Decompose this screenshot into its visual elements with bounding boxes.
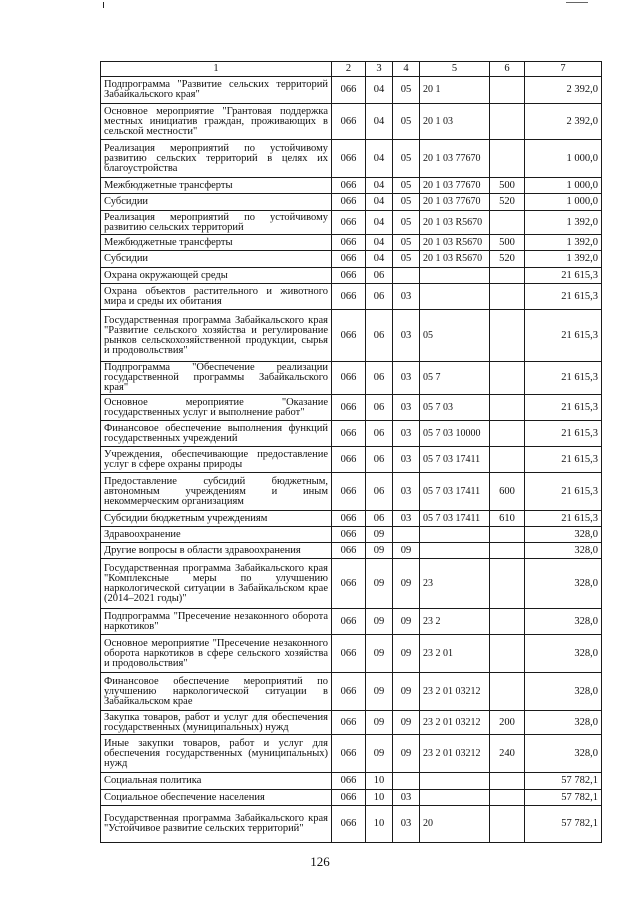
row-subsection-code: 09 xyxy=(393,609,420,635)
table-row xyxy=(101,77,602,104)
row-amount: 1 000,0 xyxy=(525,140,602,178)
header-col-name: 1 xyxy=(101,62,332,77)
row-amount: 328,0 xyxy=(525,673,602,711)
row-subsection-code: 03 xyxy=(393,362,420,395)
row-grbs-code: 066 xyxy=(332,140,366,178)
table-row xyxy=(101,635,602,673)
row-name: Учреждения, обеспечивающие предоставление услуг в сфере охраны природы xyxy=(101,447,332,473)
row-grbs-code: 066 xyxy=(332,421,366,447)
table-row xyxy=(101,178,602,194)
row-subsection-code: 03 xyxy=(393,447,420,473)
row-amount: 57 782,1 xyxy=(525,806,602,843)
row-grbs-code: 066 xyxy=(332,310,366,362)
row-section-code: 10 xyxy=(366,773,393,790)
row-grbs-code: 066 xyxy=(332,543,366,559)
table-row xyxy=(101,251,602,268)
row-subsection-code: 05 xyxy=(393,251,420,268)
row-amount: 21 615,3 xyxy=(525,310,602,362)
row-section-code: 06 xyxy=(366,268,393,284)
row-section-code: 06 xyxy=(366,473,393,511)
row-section-code: 04 xyxy=(366,178,393,194)
row-section-code: 06 xyxy=(366,447,393,473)
row-target-article: 05 7 03 10000 xyxy=(420,421,490,447)
row-subsection-code: 05 xyxy=(393,194,420,211)
table-row xyxy=(101,235,602,251)
row-name: Государственная программа Забайкальского края "Развитие сельского хозяйства и регулирование рынков сельскохозяйственной продукции, сырья и продовольствия" xyxy=(101,310,332,362)
budget-table xyxy=(100,61,602,843)
header-col-section: 3 xyxy=(366,62,393,77)
row-name: Охрана объектов растительного и животного мира и среды их обитания xyxy=(101,284,332,310)
row-expense-type xyxy=(490,673,525,711)
row-subsection-code: 09 xyxy=(393,559,420,609)
row-name: Другие вопросы в области здравоохранения xyxy=(101,543,332,559)
row-target-article: 23 2 xyxy=(420,609,490,635)
row-section-code: 09 xyxy=(366,559,393,609)
row-subsection-code: 09 xyxy=(393,735,420,773)
row-expense-type xyxy=(490,773,525,790)
row-target-article xyxy=(420,268,490,284)
row-grbs-code: 066 xyxy=(332,673,366,711)
row-name: Подпрограмма "Обеспечение реализации государственной программы Забайкальского края" xyxy=(101,362,332,395)
row-name: Подпрограмма "Развитие сельских территорий Забайкальского края" xyxy=(101,77,332,104)
row-amount: 1 392,0 xyxy=(525,235,602,251)
row-grbs-code: 066 xyxy=(332,284,366,310)
row-subsection-code: 03 xyxy=(393,511,420,527)
table-row xyxy=(101,211,602,235)
row-subsection-code: 03 xyxy=(393,284,420,310)
row-target-article: 05 7 03 17411 xyxy=(420,447,490,473)
row-grbs-code: 066 xyxy=(332,447,366,473)
row-expense-type xyxy=(490,421,525,447)
row-amount: 328,0 xyxy=(525,735,602,773)
row-subsection-code: 05 xyxy=(393,178,420,194)
row-subsection-code: 05 xyxy=(393,235,420,251)
table-row xyxy=(101,104,602,140)
row-target-article: 20 1 03 77670 xyxy=(420,178,490,194)
row-name: Охрана окружающей среды xyxy=(101,268,332,284)
row-name: Субсидии xyxy=(101,194,332,211)
row-grbs-code: 066 xyxy=(332,362,366,395)
row-section-code: 10 xyxy=(366,806,393,843)
table-row xyxy=(101,447,602,473)
row-expense-type xyxy=(490,395,525,421)
row-grbs-code: 066 xyxy=(332,251,366,268)
row-target-article: 20 1 03 77670 xyxy=(420,140,490,178)
row-grbs-code: 066 xyxy=(332,711,366,735)
table-body xyxy=(101,77,602,843)
row-expense-type xyxy=(490,559,525,609)
row-amount: 328,0 xyxy=(525,527,602,543)
row-name: Финансовое обеспечение мероприятий по улучшению наркологической ситуации в Забайкальском крае xyxy=(101,673,332,711)
row-amount: 328,0 xyxy=(525,609,602,635)
row-name: Субсидии xyxy=(101,251,332,268)
row-expense-type xyxy=(490,77,525,104)
row-target-article xyxy=(420,773,490,790)
row-section-code: 04 xyxy=(366,251,393,268)
row-amount: 1 000,0 xyxy=(525,178,602,194)
table-row xyxy=(101,543,602,559)
row-expense-type: 610 xyxy=(490,511,525,527)
row-amount: 21 615,3 xyxy=(525,268,602,284)
row-section-code: 09 xyxy=(366,543,393,559)
row-expense-type xyxy=(490,447,525,473)
row-section-code: 06 xyxy=(366,310,393,362)
row-expense-type: 240 xyxy=(490,735,525,773)
row-grbs-code: 066 xyxy=(332,194,366,211)
row-expense-type xyxy=(490,310,525,362)
row-target-article: 20 1 03 R5670 xyxy=(420,211,490,235)
table-row xyxy=(101,527,602,543)
row-expense-type: 500 xyxy=(490,178,525,194)
row-target-article: 20 1 03 R5670 xyxy=(420,235,490,251)
page-number: 126 xyxy=(310,854,330,869)
scan-artifact xyxy=(566,2,588,3)
table-row xyxy=(101,711,602,735)
row-amount: 328,0 xyxy=(525,559,602,609)
row-amount: 21 615,3 xyxy=(525,447,602,473)
row-name: Основное мероприятие "Грантовая поддержка местных инициатив граждан, проживающих в сельской местности" xyxy=(101,104,332,140)
row-subsection-code: 09 xyxy=(393,673,420,711)
row-name: Основное мероприятие "Пресечение незаконного оборота наркотиков в сфере сельского хозяйства и продовольствия" xyxy=(101,635,332,673)
row-target-article: 23 2 01 03212 xyxy=(420,711,490,735)
row-grbs-code: 066 xyxy=(332,77,366,104)
row-section-code: 06 xyxy=(366,421,393,447)
row-name: Финансовое обеспечение выполнения функций государственных учреждений xyxy=(101,421,332,447)
row-section-code: 04 xyxy=(366,104,393,140)
row-section-code: 06 xyxy=(366,511,393,527)
row-target-article: 20 xyxy=(420,806,490,843)
table-row xyxy=(101,773,602,790)
table-header xyxy=(101,62,602,77)
row-amount: 21 615,3 xyxy=(525,362,602,395)
row-subsection-code: 09 xyxy=(393,635,420,673)
row-grbs-code: 066 xyxy=(332,104,366,140)
row-grbs-code: 066 xyxy=(332,395,366,421)
table-row xyxy=(101,559,602,609)
row-amount: 1 392,0 xyxy=(525,251,602,268)
table-row xyxy=(101,194,602,211)
row-section-code: 10 xyxy=(366,790,393,806)
row-name: Социальная политика xyxy=(101,773,332,790)
row-grbs-code: 066 xyxy=(332,559,366,609)
row-subsection-code: 05 xyxy=(393,77,420,104)
row-name: Государственная программа Забайкальского края "Устойчивое развитие сельских территорий" xyxy=(101,806,332,843)
row-section-code: 09 xyxy=(366,711,393,735)
row-subsection-code: 03 xyxy=(393,310,420,362)
row-subsection-code: 05 xyxy=(393,104,420,140)
row-amount: 1 000,0 xyxy=(525,194,602,211)
row-section-code: 04 xyxy=(366,140,393,178)
row-amount: 21 615,3 xyxy=(525,395,602,421)
row-name: Межбюджетные трансферты xyxy=(101,235,332,251)
row-name: Предоставление субсидий бюджетным, автономным учреждениям и иным некоммерческим организациям xyxy=(101,473,332,511)
row-grbs-code: 066 xyxy=(332,609,366,635)
row-name: Субсидии бюджетным учреждениям xyxy=(101,511,332,527)
row-name: Реализация мероприятий по устойчивому развитию сельских территорий в целях их благоустройства xyxy=(101,140,332,178)
row-expense-type xyxy=(490,635,525,673)
row-expense-type: 600 xyxy=(490,473,525,511)
row-expense-type xyxy=(490,268,525,284)
row-section-code: 09 xyxy=(366,609,393,635)
row-amount: 328,0 xyxy=(525,635,602,673)
row-grbs-code: 066 xyxy=(332,806,366,843)
table-row xyxy=(101,268,602,284)
row-target-article: 05 7 03 17411 xyxy=(420,473,490,511)
header-col-target-article: 5 xyxy=(420,62,490,77)
header-col-amount: 7 xyxy=(525,62,602,77)
row-grbs-code: 066 xyxy=(332,527,366,543)
row-subsection-code: 03 xyxy=(393,421,420,447)
row-target-article xyxy=(420,284,490,310)
row-expense-type: 200 xyxy=(490,711,525,735)
row-expense-type xyxy=(490,104,525,140)
row-subsection-code: 03 xyxy=(393,473,420,511)
row-section-code: 04 xyxy=(366,194,393,211)
row-name: Государственная программа Забайкальского края "Комплексные меры по улучшению наркологической ситуации в Забайкальском крае (2014–2021 годы)" xyxy=(101,559,332,609)
row-amount: 21 615,3 xyxy=(525,284,602,310)
row-section-code: 04 xyxy=(366,77,393,104)
row-grbs-code: 066 xyxy=(332,211,366,235)
row-subsection-code: 03 xyxy=(393,806,420,843)
table-row xyxy=(101,806,602,843)
row-amount: 57 782,1 xyxy=(525,773,602,790)
row-amount: 1 392,0 xyxy=(525,211,602,235)
row-grbs-code: 066 xyxy=(332,473,366,511)
table-row xyxy=(101,673,602,711)
row-target-article: 05 7 xyxy=(420,362,490,395)
row-grbs-code: 066 xyxy=(332,735,366,773)
table-row xyxy=(101,790,602,806)
row-expense-type xyxy=(490,527,525,543)
row-name: Иные закупки товаров, работ и услуг для обеспечения государственных (муниципальных) нужд xyxy=(101,735,332,773)
row-amount: 328,0 xyxy=(525,711,602,735)
row-target-article: 23 2 01 03212 xyxy=(420,673,490,711)
row-section-code: 06 xyxy=(366,284,393,310)
header-col-expense-type: 6 xyxy=(490,62,525,77)
row-subsection-code xyxy=(393,773,420,790)
table-row xyxy=(101,140,602,178)
row-grbs-code: 066 xyxy=(332,178,366,194)
row-section-code: 06 xyxy=(366,362,393,395)
row-expense-type xyxy=(490,609,525,635)
row-subsection-code: 09 xyxy=(393,711,420,735)
table-row xyxy=(101,735,602,773)
row-section-code: 09 xyxy=(366,735,393,773)
row-target-article: 05 xyxy=(420,310,490,362)
scan-artifact xyxy=(103,2,104,8)
table-row xyxy=(101,284,602,310)
row-section-code: 09 xyxy=(366,527,393,543)
row-grbs-code: 066 xyxy=(332,511,366,527)
row-name: Межбюджетные трансферты xyxy=(101,178,332,194)
row-amount: 2 392,0 xyxy=(525,104,602,140)
row-target-article: 20 1 xyxy=(420,77,490,104)
row-grbs-code: 066 xyxy=(332,790,366,806)
row-target-article: 23 2 01 xyxy=(420,635,490,673)
row-amount: 328,0 xyxy=(525,543,602,559)
row-grbs-code: 066 xyxy=(332,635,366,673)
row-target-article: 23 2 01 03212 xyxy=(420,735,490,773)
row-expense-type xyxy=(490,140,525,178)
row-target-article: 23 xyxy=(420,559,490,609)
row-expense-type xyxy=(490,362,525,395)
row-subsection-code: 05 xyxy=(393,140,420,178)
row-name: Здравоохранение xyxy=(101,527,332,543)
row-section-code: 09 xyxy=(366,635,393,673)
row-amount: 21 615,3 xyxy=(525,421,602,447)
header-row xyxy=(101,62,602,77)
row-expense-type xyxy=(490,790,525,806)
row-target-article: 05 7 03 17411 xyxy=(420,511,490,527)
row-grbs-code: 066 xyxy=(332,773,366,790)
header-col-grbs: 2 xyxy=(332,62,366,77)
row-expense-type xyxy=(490,543,525,559)
row-section-code: 06 xyxy=(366,395,393,421)
row-grbs-code: 066 xyxy=(332,235,366,251)
row-target-article: 20 1 03 77670 xyxy=(420,194,490,211)
row-section-code: 04 xyxy=(366,235,393,251)
row-expense-type xyxy=(490,806,525,843)
row-target-article: 20 1 03 xyxy=(420,104,490,140)
row-amount: 21 615,3 xyxy=(525,511,602,527)
table-row xyxy=(101,511,602,527)
row-name: Подпрограмма "Пресечение незаконного оборота наркотиков" xyxy=(101,609,332,635)
row-expense-type xyxy=(490,211,525,235)
row-expense-type: 520 xyxy=(490,251,525,268)
row-target-article: 20 1 03 R5670 xyxy=(420,251,490,268)
row-expense-type: 520 xyxy=(490,194,525,211)
row-subsection-code: 03 xyxy=(393,395,420,421)
row-section-code: 09 xyxy=(366,673,393,711)
row-target-article xyxy=(420,543,490,559)
row-amount: 21 615,3 xyxy=(525,473,602,511)
row-subsection-code xyxy=(393,527,420,543)
table-row xyxy=(101,421,602,447)
row-amount: 2 392,0 xyxy=(525,77,602,104)
row-amount: 57 782,1 xyxy=(525,790,602,806)
header-col-subsection: 4 xyxy=(393,62,420,77)
row-target-article: 05 7 03 xyxy=(420,395,490,421)
table-row xyxy=(101,609,602,635)
row-name: Закупка товаров, работ и услуг для обеспечения государственных (муниципальных) нужд xyxy=(101,711,332,735)
row-expense-type: 500 xyxy=(490,235,525,251)
table-row xyxy=(101,395,602,421)
row-section-code: 04 xyxy=(366,211,393,235)
row-target-article xyxy=(420,790,490,806)
row-grbs-code: 066 xyxy=(332,268,366,284)
row-subsection-code xyxy=(393,268,420,284)
row-name: Основное мероприятие "Оказание государственных услуг и выполнение работ" xyxy=(101,395,332,421)
table-row xyxy=(101,473,602,511)
table-row xyxy=(101,362,602,395)
row-expense-type xyxy=(490,284,525,310)
row-subsection-code: 09 xyxy=(393,543,420,559)
row-name: Социальное обеспечение населения xyxy=(101,790,332,806)
row-subsection-code: 03 xyxy=(393,790,420,806)
table-row xyxy=(101,310,602,362)
row-target-article xyxy=(420,527,490,543)
row-subsection-code: 05 xyxy=(393,211,420,235)
row-name: Реализация мероприятий по устойчивому развитию сельских территорий xyxy=(101,211,332,235)
